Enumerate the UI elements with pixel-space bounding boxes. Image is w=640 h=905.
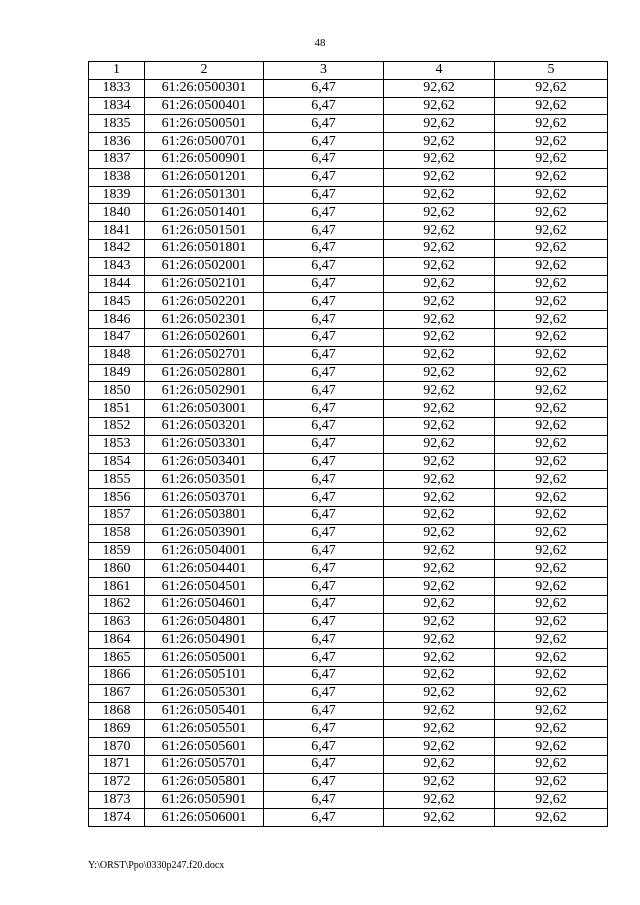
column-header: 2 (145, 62, 264, 80)
table-cell: 92,62 (495, 311, 608, 329)
table-cell: 61:26:0505501 (145, 720, 264, 738)
table-cell: 6,47 (264, 524, 384, 542)
table-cell: 1853 (89, 435, 145, 453)
table-cell: 6,47 (264, 471, 384, 489)
footer-file-path: Y:\ORST\Ppo\0330p247.f20.docx (88, 860, 225, 871)
table-cell: 92,62 (384, 115, 495, 133)
table-cell: 92,62 (384, 400, 495, 418)
table-cell: 92,62 (384, 720, 495, 738)
table-cell: 1860 (89, 560, 145, 578)
table-cell: 61:26:0502101 (145, 275, 264, 293)
table-cell: 6,47 (264, 649, 384, 667)
table-cell: 92,62 (495, 631, 608, 649)
table-row (89, 453, 608, 471)
table-cell: 6,47 (264, 382, 384, 400)
table-cell: 92,62 (495, 417, 608, 435)
table-cell: 6,47 (264, 453, 384, 471)
table-cell: 1837 (89, 150, 145, 168)
table-row (89, 417, 608, 435)
table-cell: 61:26:0503401 (145, 453, 264, 471)
table-cell: 92,62 (495, 506, 608, 524)
table-cell: 92,62 (384, 382, 495, 400)
table-cell: 92,62 (384, 578, 495, 596)
table-row (89, 435, 608, 453)
table-cell: 92,62 (384, 79, 495, 97)
table-row (89, 613, 608, 631)
table-cell: 61:26:0502901 (145, 382, 264, 400)
table-cell: 92,62 (384, 773, 495, 791)
table-cell: 92,62 (495, 613, 608, 631)
table-cell: 1836 (89, 133, 145, 151)
table-cell: 61:26:0503001 (145, 400, 264, 418)
table-cell: 92,62 (384, 97, 495, 115)
table-cell: 61:26:0500301 (145, 79, 264, 97)
table-cell: 92,62 (384, 489, 495, 507)
table-cell: 92,62 (384, 150, 495, 168)
table-cell: 92,62 (495, 168, 608, 186)
table-cell: 92,62 (495, 542, 608, 560)
table-cell: 61:26:0504801 (145, 613, 264, 631)
table-cell: 61:26:0505801 (145, 773, 264, 791)
table-cell: 1859 (89, 542, 145, 560)
table-cell: 61:26:0504501 (145, 578, 264, 596)
table-cell: 6,47 (264, 239, 384, 257)
table-cell: 6,47 (264, 435, 384, 453)
data-table (88, 61, 608, 827)
table-cell: 92,62 (495, 560, 608, 578)
table-row (89, 79, 608, 97)
table-row (89, 578, 608, 596)
table-cell: 92,62 (384, 631, 495, 649)
table-row (89, 311, 608, 329)
table-cell: 92,62 (495, 364, 608, 382)
table-cell: 92,62 (384, 684, 495, 702)
table-row (89, 524, 608, 542)
table-row (89, 702, 608, 720)
table-cell: 61:26:0503301 (145, 435, 264, 453)
table-cell: 61:26:0504601 (145, 595, 264, 613)
table-row (89, 756, 608, 774)
table-cell: 61:26:0500701 (145, 133, 264, 151)
table-cell: 1870 (89, 738, 145, 756)
column-header: 1 (89, 62, 145, 80)
table-cell: 6,47 (264, 275, 384, 293)
table-cell: 92,62 (495, 97, 608, 115)
table-cell: 92,62 (384, 133, 495, 151)
table-cell: 92,62 (495, 186, 608, 204)
table-cell: 61:26:0504401 (145, 560, 264, 578)
table-cell: 92,62 (384, 756, 495, 774)
table-row (89, 364, 608, 382)
table-cell: 92,62 (384, 506, 495, 524)
table-cell: 61:26:0502201 (145, 293, 264, 311)
table-row (89, 168, 608, 186)
table-cell: 6,47 (264, 97, 384, 115)
table-cell: 6,47 (264, 204, 384, 222)
table-cell: 61:26:0502701 (145, 346, 264, 364)
table-cell: 6,47 (264, 506, 384, 524)
table-cell: 92,62 (495, 489, 608, 507)
table-row (89, 115, 608, 133)
table-cell: 92,62 (495, 720, 608, 738)
table-header-row (89, 62, 608, 80)
table-cell: 1864 (89, 631, 145, 649)
table-row (89, 222, 608, 240)
table-cell: 92,62 (384, 471, 495, 489)
table-cell: 92,62 (384, 417, 495, 435)
table-row (89, 560, 608, 578)
table-cell: 1861 (89, 578, 145, 596)
table-cell: 1855 (89, 471, 145, 489)
table-cell: 61:26:0505101 (145, 667, 264, 685)
table-row (89, 649, 608, 667)
table-cell: 6,47 (264, 542, 384, 560)
table-row (89, 631, 608, 649)
table-cell: 92,62 (384, 453, 495, 471)
table-cell: 92,62 (384, 346, 495, 364)
table-cell: 92,62 (384, 649, 495, 667)
table-cell: 92,62 (384, 222, 495, 240)
table-cell: 92,62 (495, 346, 608, 364)
table-cell: 61:26:0504901 (145, 631, 264, 649)
table-cell: 61:26:0502001 (145, 257, 264, 275)
table-cell: 92,62 (384, 791, 495, 809)
table-row (89, 809, 608, 827)
table-cell: 92,62 (384, 542, 495, 560)
table-cell: 92,62 (495, 239, 608, 257)
table-cell: 92,62 (495, 595, 608, 613)
table-cell: 1849 (89, 364, 145, 382)
table-row (89, 489, 608, 507)
table-cell: 61:26:0501201 (145, 168, 264, 186)
table-cell: 1874 (89, 809, 145, 827)
table-row (89, 328, 608, 346)
table-cell: 1840 (89, 204, 145, 222)
table-cell: 92,62 (384, 524, 495, 542)
table-cell: 1833 (89, 79, 145, 97)
table-cell: 1873 (89, 791, 145, 809)
table-cell: 61:26:0502601 (145, 328, 264, 346)
table-cell: 1842 (89, 239, 145, 257)
table-cell: 61:26:0500901 (145, 150, 264, 168)
table-cell: 61:26:0506001 (145, 809, 264, 827)
table-cell: 1854 (89, 453, 145, 471)
table-cell: 92,62 (495, 435, 608, 453)
table-cell: 1847 (89, 328, 145, 346)
table-cell: 61:26:0501801 (145, 239, 264, 257)
table-cell: 1846 (89, 311, 145, 329)
table-cell: 6,47 (264, 738, 384, 756)
table-cell: 92,62 (495, 222, 608, 240)
table-cell: 92,62 (384, 293, 495, 311)
table-cell: 92,62 (495, 382, 608, 400)
table-cell: 61:26:0505001 (145, 649, 264, 667)
column-header: 5 (495, 62, 608, 80)
table-cell: 1862 (89, 595, 145, 613)
table-cell: 92,62 (495, 293, 608, 311)
table-cell: 6,47 (264, 595, 384, 613)
table-cell: 61:26:0502301 (145, 311, 264, 329)
table-cell: 61:26:0505401 (145, 702, 264, 720)
table-cell: 92,62 (495, 649, 608, 667)
table-cell: 1869 (89, 720, 145, 738)
table-cell: 1865 (89, 649, 145, 667)
table-cell: 1850 (89, 382, 145, 400)
table-row (89, 720, 608, 738)
table-cell: 6,47 (264, 560, 384, 578)
table-cell: 92,62 (495, 773, 608, 791)
table-cell: 1868 (89, 702, 145, 720)
table-cell: 6,47 (264, 756, 384, 774)
table-cell: 92,62 (384, 364, 495, 382)
table-row (89, 506, 608, 524)
table-cell: 6,47 (264, 311, 384, 329)
table-row (89, 400, 608, 418)
table-row (89, 667, 608, 685)
table-cell: 92,62 (495, 524, 608, 542)
table-row (89, 542, 608, 560)
table-row (89, 293, 608, 311)
table-row (89, 239, 608, 257)
table-cell: 92,62 (384, 186, 495, 204)
table-cell: 61:26:0504001 (145, 542, 264, 560)
table-cell: 1871 (89, 756, 145, 774)
table-row (89, 595, 608, 613)
table-cell: 61:26:0505701 (145, 756, 264, 774)
table-cell: 92,62 (495, 809, 608, 827)
table-row (89, 773, 608, 791)
table-cell: 6,47 (264, 702, 384, 720)
table-cell: 1858 (89, 524, 145, 542)
table-cell: 6,47 (264, 168, 384, 186)
table-cell: 92,62 (495, 400, 608, 418)
table-cell: 92,62 (495, 133, 608, 151)
table-cell: 61:26:0503201 (145, 417, 264, 435)
table-cell: 1851 (89, 400, 145, 418)
column-header: 4 (384, 62, 495, 80)
table-cell: 6,47 (264, 400, 384, 418)
table-cell: 6,47 (264, 346, 384, 364)
table-cell: 6,47 (264, 186, 384, 204)
table-cell: 6,47 (264, 328, 384, 346)
table-row (89, 97, 608, 115)
table-body (89, 79, 608, 826)
table-cell: 92,62 (495, 684, 608, 702)
table-cell: 92,62 (384, 275, 495, 293)
table-row (89, 133, 608, 151)
table-row (89, 257, 608, 275)
table-cell: 92,62 (495, 257, 608, 275)
table-cell: 61:26:0500501 (145, 115, 264, 133)
table-row (89, 471, 608, 489)
table-cell: 61:26:0500401 (145, 97, 264, 115)
table-row (89, 186, 608, 204)
table-cell: 1857 (89, 506, 145, 524)
table-cell: 6,47 (264, 133, 384, 151)
table-cell: 1852 (89, 417, 145, 435)
table-cell: 1838 (89, 168, 145, 186)
table-cell: 6,47 (264, 115, 384, 133)
table-cell: 61:26:0503901 (145, 524, 264, 542)
table-cell: 92,62 (384, 311, 495, 329)
table-cell: 6,47 (264, 773, 384, 791)
table-cell: 6,47 (264, 293, 384, 311)
page-number: 48 (314, 37, 326, 49)
table-cell: 61:26:0501401 (145, 204, 264, 222)
table-cell: 92,62 (495, 702, 608, 720)
table-cell: 92,62 (384, 613, 495, 631)
table-cell: 1839 (89, 186, 145, 204)
table-cell: 6,47 (264, 257, 384, 275)
table-cell: 61:26:0505301 (145, 684, 264, 702)
table-cell: 1844 (89, 275, 145, 293)
table-cell: 61:26:0503501 (145, 471, 264, 489)
table-cell: 92,62 (495, 275, 608, 293)
table-cell: 1856 (89, 489, 145, 507)
table-cell: 92,62 (384, 702, 495, 720)
table-cell: 61:26:0502801 (145, 364, 264, 382)
table-cell: 6,47 (264, 150, 384, 168)
table-cell: 61:26:0501301 (145, 186, 264, 204)
table-row (89, 275, 608, 293)
table-cell: 92,62 (384, 204, 495, 222)
table-cell: 92,62 (495, 150, 608, 168)
table-cell: 6,47 (264, 809, 384, 827)
table-cell: 6,47 (264, 417, 384, 435)
table-cell: 92,62 (495, 79, 608, 97)
table-cell: 61:26:0503701 (145, 489, 264, 507)
table-cell: 92,62 (384, 595, 495, 613)
table-cell: 1841 (89, 222, 145, 240)
table-cell: 1872 (89, 773, 145, 791)
table-cell: 6,47 (264, 489, 384, 507)
table-cell: 92,62 (384, 239, 495, 257)
table-cell: 1834 (89, 97, 145, 115)
table-row (89, 346, 608, 364)
table-cell: 92,62 (384, 435, 495, 453)
table-cell: 1845 (89, 293, 145, 311)
table-cell: 92,62 (495, 667, 608, 685)
table-cell: 1863 (89, 613, 145, 631)
table-cell: 92,62 (495, 328, 608, 346)
table-cell: 92,62 (384, 809, 495, 827)
table-cell: 92,62 (384, 328, 495, 346)
table-row (89, 738, 608, 756)
table-cell: 92,62 (495, 453, 608, 471)
table-cell: 61:26:0505601 (145, 738, 264, 756)
table-cell: 92,62 (495, 578, 608, 596)
table-cell: 1867 (89, 684, 145, 702)
table-cell: 92,62 (384, 168, 495, 186)
table-cell: 1866 (89, 667, 145, 685)
table-cell: 92,62 (384, 738, 495, 756)
table-cell: 6,47 (264, 364, 384, 382)
table-cell: 92,62 (495, 756, 608, 774)
table-cell: 61:26:0503801 (145, 506, 264, 524)
table-row (89, 204, 608, 222)
table-row (89, 684, 608, 702)
table-cell: 6,47 (264, 667, 384, 685)
table-cell: 6,47 (264, 578, 384, 596)
table-cell: 92,62 (495, 738, 608, 756)
table-cell: 92,62 (495, 471, 608, 489)
table-row (89, 150, 608, 168)
table-cell: 92,62 (384, 667, 495, 685)
table-cell: 1835 (89, 115, 145, 133)
table-cell: 6,47 (264, 222, 384, 240)
table-cell: 92,62 (384, 560, 495, 578)
table-cell: 92,62 (384, 257, 495, 275)
column-header: 3 (264, 62, 384, 80)
table-cell: 61:26:0501501 (145, 222, 264, 240)
table-cell: 92,62 (495, 791, 608, 809)
table-cell: 61:26:0505901 (145, 791, 264, 809)
table-row (89, 382, 608, 400)
table-row (89, 791, 608, 809)
table-cell: 1843 (89, 257, 145, 275)
table-cell: 6,47 (264, 631, 384, 649)
table-cell: 92,62 (495, 115, 608, 133)
table-cell: 92,62 (495, 204, 608, 222)
table-cell: 6,47 (264, 791, 384, 809)
table-cell: 6,47 (264, 684, 384, 702)
table-cell: 6,47 (264, 79, 384, 97)
table-cell: 6,47 (264, 720, 384, 738)
table-cell: 6,47 (264, 613, 384, 631)
table-cell: 1848 (89, 346, 145, 364)
